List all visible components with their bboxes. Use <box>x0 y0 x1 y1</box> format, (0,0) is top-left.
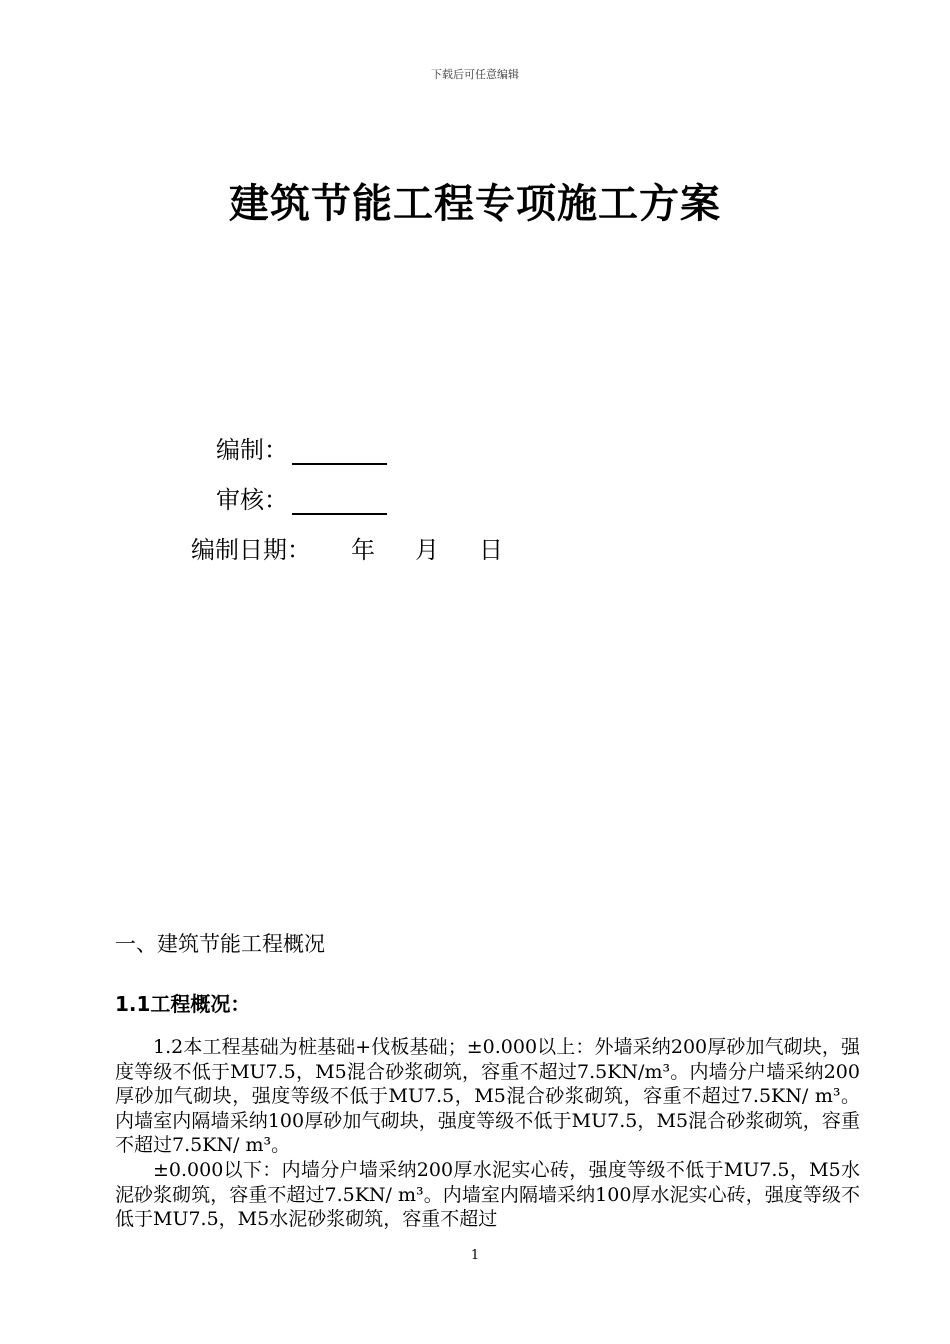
date-month: 月 <box>415 536 439 564</box>
section-heading: 一、建筑节能工程概况 <box>115 932 325 956</box>
editor-label: 编制： <box>216 436 288 464</box>
date-day: 日 <box>479 536 503 564</box>
page-number: 1 <box>470 1248 480 1263</box>
date-label: 编制日期： <box>191 536 311 564</box>
date-row <box>191 530 503 565</box>
reviewer-label: 审核： <box>216 486 288 514</box>
date-year: 年 <box>351 536 375 564</box>
header-note: 下载后可任意编辑 <box>431 68 519 81</box>
editor-row <box>216 430 387 465</box>
document-title: 建筑节能工程专项施工方案 <box>229 181 721 227</box>
paragraph-2: ±0.000以下：内墙分户墙采纳200厚水泥实心砖，强度等级不低于MU7.5，M5水泥砂浆砌筑，容重不超过7.5KN/ m³。内墙室内隔墙采纳100厚水泥实心砖，强度等级不低于MU7.5，M5水泥砂浆砌筑，容重不超过 <box>115 1159 860 1230</box>
editor-blank-line <box>292 439 387 465</box>
paragraph-1: 1.2本工程基础为桩基础+伐板基础；±0.000以上：外墙采纳200厚砂加气砌块，强度等级不低于MU7.5，M5混合砂浆砌筑，容重不超过7.5KN/m³。内墙分户墙采纳200厚砂加气砌块，强度等级不低于MU7.5，M5混合砂浆砌筑，容重不超过7.5KN/ m³。内墙室内隔墙采纳100厚砂加气砌块，强度等级不低于MU7.5，M5混合砂浆砌筑，容重不超过7.5KN/ m³。 <box>115 1036 860 1156</box>
sub-heading: 1.1工程概况： <box>115 992 251 1016</box>
reviewer-row <box>216 480 387 515</box>
reviewer-blank-line <box>292 489 387 515</box>
